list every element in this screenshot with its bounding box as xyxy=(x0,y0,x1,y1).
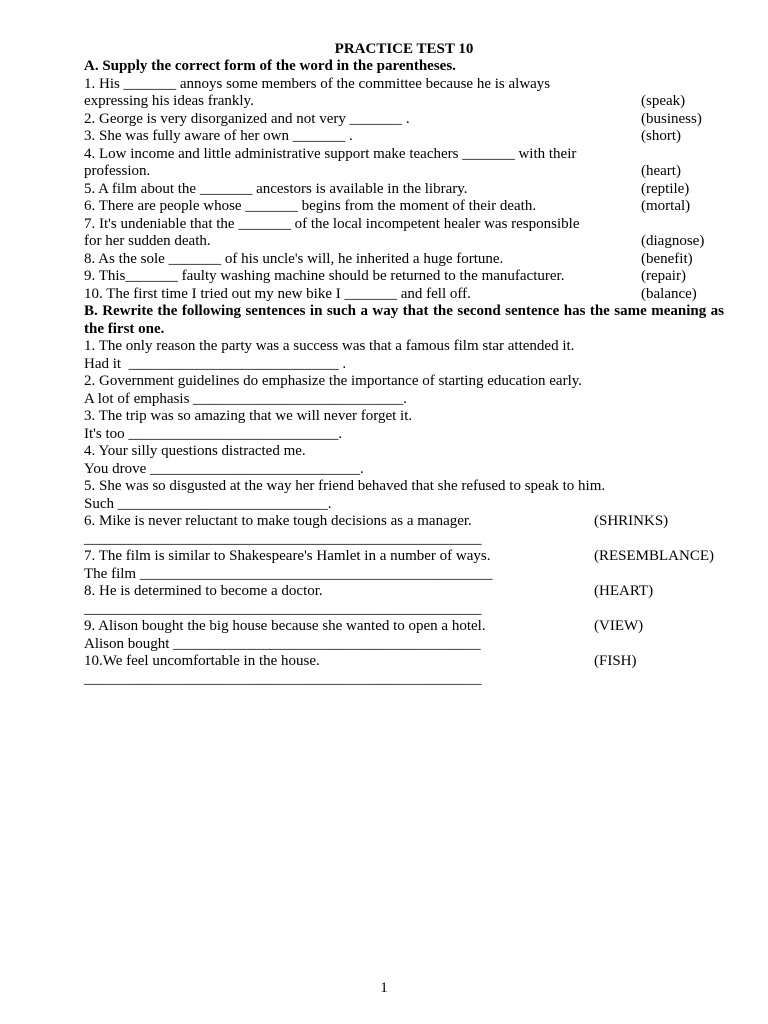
question-line xyxy=(84,583,724,601)
question-text: 10. The first time I tried out my new bike I _______ and fell off. xyxy=(84,285,471,302)
word-hint: (mortal) xyxy=(641,198,691,214)
question-line xyxy=(84,478,724,496)
question-line xyxy=(84,181,724,199)
question-line xyxy=(84,636,724,654)
word-hint: (business) xyxy=(641,110,702,127)
question-line xyxy=(84,653,724,671)
question-text: 9. This_______ faulty washing machine should be returned to the manufacturer. xyxy=(84,268,565,284)
question-text: 1. His _______ annoys some members of the committee because he is always xyxy=(84,75,551,92)
page-number: 1 xyxy=(380,980,388,996)
question-line xyxy=(84,251,724,269)
question-line xyxy=(84,426,724,444)
question-line xyxy=(84,93,724,111)
question-line xyxy=(84,443,724,461)
word-hint: (balance) xyxy=(641,285,697,302)
question-text: 2. George is very disorganized and not very _______ . xyxy=(84,110,410,127)
question-line xyxy=(84,163,724,181)
question-line xyxy=(84,216,724,234)
question-text: 4. Your silly questions distracted me. xyxy=(84,443,306,459)
question-text: Alison bought _________________________________________ xyxy=(84,635,481,652)
test-page xyxy=(84,40,724,688)
word-hint: (HEART) xyxy=(594,583,654,599)
question-text: 6. Mike is never reluctant to make tough decisions as a manager. xyxy=(84,513,472,529)
word-hint: (short) xyxy=(641,128,681,144)
word-hint: (speak) xyxy=(641,93,686,109)
question-text: 1. The only reason the party was a success was that a famous film star attended it. xyxy=(84,338,575,354)
section-b-list xyxy=(84,338,724,688)
question-line xyxy=(84,566,724,584)
question-line xyxy=(84,198,724,216)
page-title: PRACTICE TEST 10 xyxy=(334,41,474,57)
question-line xyxy=(84,461,724,479)
question-text: 7. The film is similar to Shakespeare's Hamlet in a number of ways. xyxy=(84,548,491,564)
section-b-heading: B. Rewrite the following sentences in such a way that the second sentence has the same meaning as the first one. xyxy=(84,303,724,337)
question-line xyxy=(84,548,724,566)
word-hint: (FISH) xyxy=(594,653,637,669)
question-text: 5. A film about the _______ ancestors is available in the library. xyxy=(84,180,468,197)
question-line xyxy=(84,513,724,531)
question-text: 3. The trip was so amazing that we will never forget it. xyxy=(84,408,413,424)
question-line xyxy=(84,496,724,514)
section-a-heading: A. Supply the correct form of the word in the parentheses. xyxy=(84,58,456,74)
question-text: _____________________________________________________ xyxy=(84,530,482,547)
question-line xyxy=(84,391,724,409)
question-text: expressing his ideas frankly. xyxy=(84,93,254,109)
question-text: 10.We feel uncomfortable in the house. xyxy=(84,653,320,669)
question-text: It's too ____________________________. xyxy=(84,425,343,442)
word-hint: (repair) xyxy=(641,268,686,284)
question-line xyxy=(84,618,724,636)
question-text: 8. He is determined to become a doctor. xyxy=(84,583,323,599)
question-text: A lot of emphasis ____________________________. xyxy=(84,390,407,407)
question-text: 8. As the sole _______ of his uncle's will, he inherited a huge fortune. xyxy=(84,250,504,267)
question-text: 3. She was fully aware of her own _______ . xyxy=(84,128,353,144)
question-line xyxy=(84,338,724,356)
question-text: profession. xyxy=(84,163,151,179)
question-line xyxy=(84,76,724,94)
question-text: Had it ____________________________ . xyxy=(84,355,347,372)
question-text: Such ____________________________. xyxy=(84,495,332,512)
question-line xyxy=(84,531,724,549)
question-text: _____________________________________________________ xyxy=(84,600,482,617)
word-hint: (benefit) xyxy=(641,250,693,267)
section-a-list xyxy=(84,76,724,304)
word-hint: (heart) xyxy=(641,163,681,179)
question-line xyxy=(84,286,724,304)
question-line xyxy=(84,146,724,164)
question-text: The film _______________________________________________ xyxy=(84,565,493,582)
question-line xyxy=(84,671,724,689)
question-line xyxy=(84,233,724,251)
word-hint: (RESEMBLANCE) xyxy=(594,548,714,564)
question-text: 9. Alison bought the big house because she wanted to open a hotel. xyxy=(84,618,486,634)
question-text: 6. There are people whose _______ begins from the moment of their death. xyxy=(84,198,537,214)
question-line xyxy=(84,408,724,426)
question-text: _____________________________________________________ xyxy=(84,670,482,687)
question-text: You drove ____________________________. xyxy=(84,460,364,477)
question-line xyxy=(84,128,724,146)
question-line xyxy=(84,373,724,391)
question-text: for her sudden death. xyxy=(84,233,211,249)
question-text: 5. She was so disgusted at the way her friend behaved that she refused to speak to him. xyxy=(84,478,606,494)
question-text: 7. It's undeniable that the _______ of the local incompetent healer was responsible xyxy=(84,215,580,232)
word-hint: (diagnose) xyxy=(641,233,705,249)
question-text: 4. Low income and little administrative support make teachers _______ with their xyxy=(84,145,577,162)
question-line xyxy=(84,356,724,374)
word-hint: (SHRINKS) xyxy=(594,513,669,529)
question-line xyxy=(84,601,724,619)
question-line xyxy=(84,268,724,286)
word-hint: (reptile) xyxy=(641,180,690,197)
question-line xyxy=(84,111,724,129)
word-hint: (VIEW) xyxy=(594,618,644,634)
question-text: 2. Government guidelines do emphasize the importance of starting education early. xyxy=(84,373,583,389)
